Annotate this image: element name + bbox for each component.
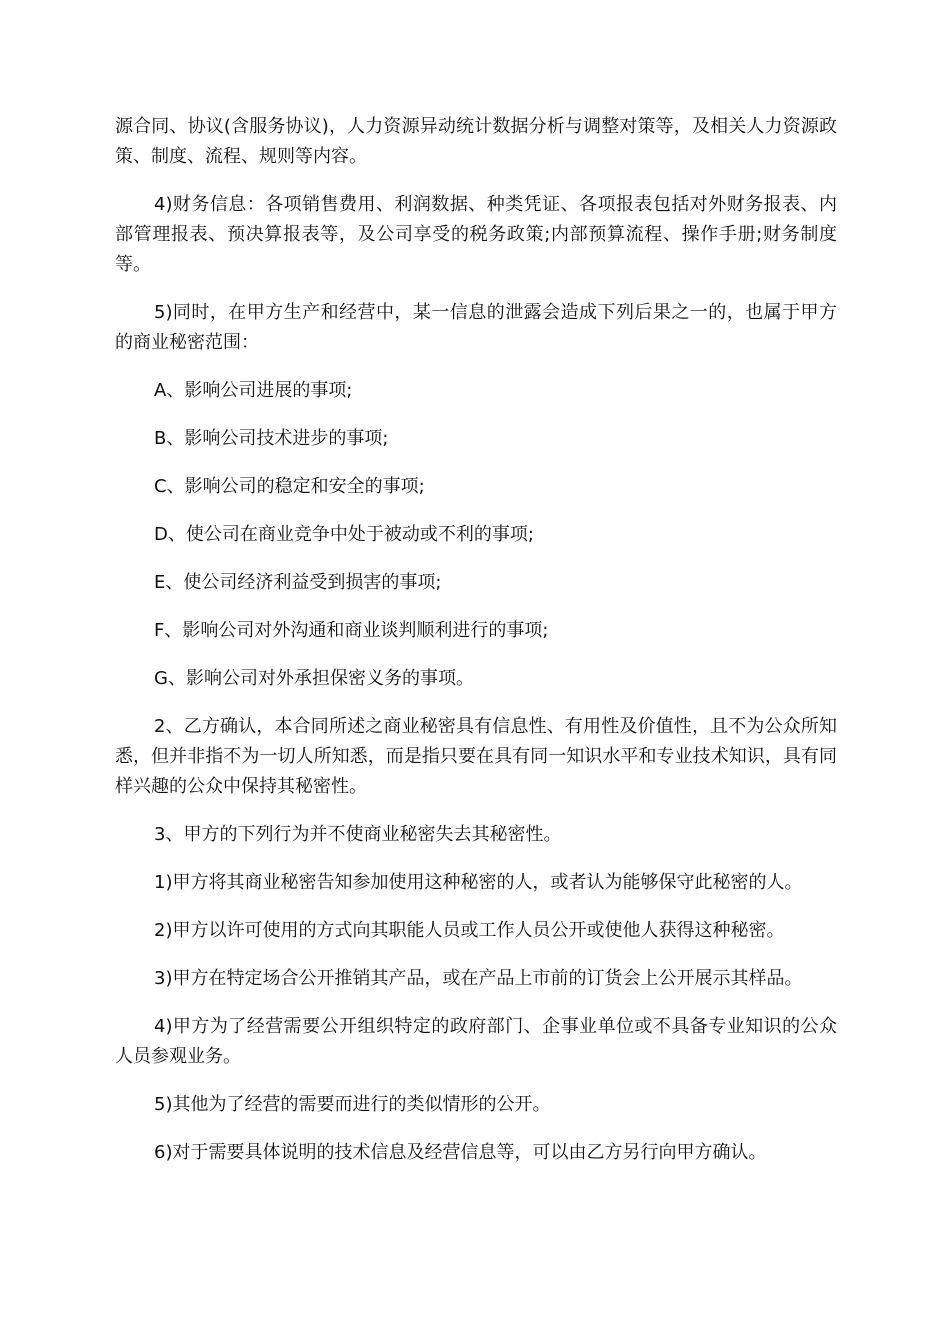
paragraph-disclosure-consequences: 5)同时，在甲方生产和经营中，某一信息的泄露会造成下列后果之一的，也属于甲方的商业秘密范围：	[115, 302, 837, 353]
list-item-b: B、影响公司技术进步的事项;	[154, 428, 389, 449]
list-item-d: D、使公司在商业竞争中处于被动或不利的事项;	[154, 524, 534, 545]
clause-3-item-2: 2)甲方以许可使用的方式向其职能人员或工作人员公开或使他人获得这种秘密。	[154, 920, 785, 941]
paragraph-hr-info-continued: 源合同、协议(含服务协议)，人力资源异动统计数据分析与调整对策等，及相关人力资源政策、制度、流程、规则等内容。	[115, 116, 837, 167]
clause-3-item-3: 3)甲方在特定场合公开推销其产品，或在产品上市前的订货会上公开展示其样品。	[154, 968, 803, 989]
clause-3-heading: 3、甲方的下列行为并不使商业秘密失去其秘密性。	[154, 824, 562, 845]
list-item-g: G、影响公司对外承担保密义务的事项。	[154, 668, 474, 689]
list-item-e: E、使公司经济利益受到损害的事项;	[154, 572, 442, 593]
list-item-f: F、影响公司对外沟通和商业谈判顺利进行的事项;	[154, 620, 549, 641]
clause-3-item-1: 1)甲方将其商业秘密告知参加使用这种秘密的人，或者认为能够保守此秘密的人。	[154, 872, 803, 893]
clause-3-item-6: 6)对于需要具体说明的技术信息及经营信息等，可以由乙方另行向甲方确认。	[154, 1142, 767, 1163]
clause-3-item-5: 5)其他为了经营的需要而进行的类似情形的公开。	[154, 1094, 551, 1115]
document-body	[115, 112, 837, 1186]
list-item-c: C、影响公司的稳定和安全的事项;	[154, 476, 425, 497]
clause-3-item-4: 4)甲方为了经营需要公开组织特定的政府部门、企事业单位或不具备专业知识的公众人员参观业务。	[115, 1016, 837, 1067]
list-item-a: A、影响公司进展的事项;	[154, 380, 353, 401]
clause-2-confirmation: 2、乙方确认，本合同所述之商业秘密具有信息性、有用性及价值性，且不为公众所知悉，但并非指不为一切人所知悉，而是指只要在具有同一知识水平和专业技术知识，具有同样兴趣的公众中保持其秘密性。	[115, 716, 837, 797]
paragraph-financial-info: 4)财务信息：各项销售费用、利润数据、种类凭证、各项报表包括对外财务报表、内部管理报表、预决算报表等，及公司享受的税务政策;内部预算流程、操作手册;财务制度等。	[115, 194, 837, 275]
